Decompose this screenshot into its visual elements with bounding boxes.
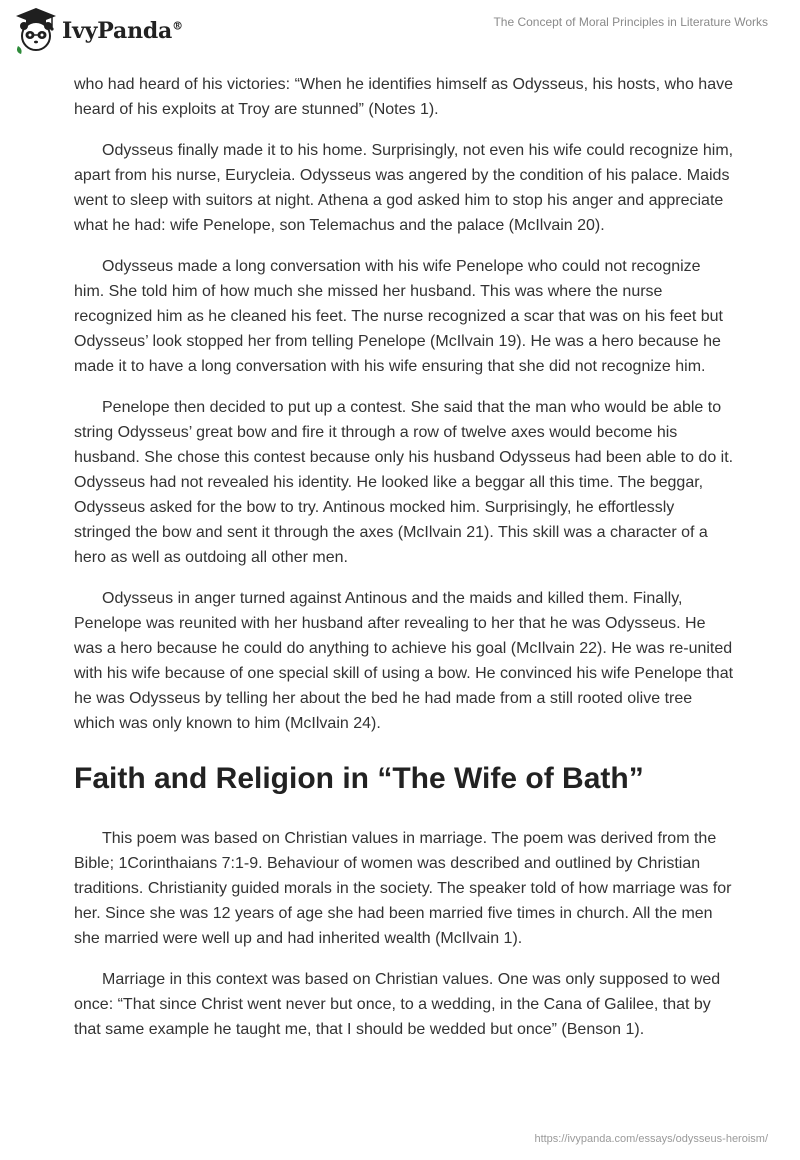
paragraph: Marriage in this context was based on Christian values. One was only supposed to wed once: “That since Christ went never but once, to a wedding, in the Cana of Galilee, that by that same example he taught me, that I should be wedded but once” (Benson 1). (74, 971, 721, 1038)
logo-wordmark: IvyPanda® (62, 18, 183, 44)
paragraph: Odysseus finally made it to his home. Surprisingly, not even his wife could recognize him, apart from his nurse, Eurycleia. Odysseus was angered by the condition of his palace. Maids went to sleep with suitors at night. Athena a god asked him to stop his anger and appreciate what he had: wife Penelope, son Telemachus and the palace (McIlvain 20). (74, 142, 734, 234)
page-header (0, 0, 800, 68)
panda-mascot-icon (14, 6, 58, 56)
registered-mark: ® (172, 19, 183, 33)
source-url[interactable]: https://ivypanda.com/essays/odysseus-heroism/ (534, 1133, 768, 1145)
paragraph: Penelope then decided to put up a contest. She said that the man who would be able to string Odysseus’ great bow and fire it through a row of twelve axes would become his husband. She chose this contest because only his husband Odysseus had been able to do it. Odysseus had not revealed his identity. He looked like a beggar all this time. The beggar, Odysseus asked for the bow to try. Antinous mocked him. Surprisingly, he effortlessly stringed the bow and sent it through the axes (McIlvain 21). This skill was a character of a hero as well as outdoing all other men. (74, 399, 734, 566)
paragraph: This poem was based on Christian values in marriage. The poem was derived from the Bible; 1Corinthaians 7:1-9. Behaviour of women was described and outlined by Christian traditions. Christianity guided morals in the society. The speaker told of how marriage was for her. Since she was 12 years of age she had been married five times in church. All the men she married were well up and had inherited wealth (McIlvain 1). (74, 830, 732, 947)
section-heading: Faith and Religion in “The Wife of Bath” (74, 762, 644, 795)
paragraph-continued: who had heard of his victories: “When he identifies himself as Odysseus, his hosts, who have heard of his exploits at Troy are stunned” (Notes 1). (74, 76, 733, 118)
paragraph: Odysseus in anger turned against Antinous and the maids and killed them. Finally, Penelope was reunited with her husband after revealing to her that he was Odysseus. He was a hero because he could do anything to achieve his goal (McIlvain 22). He was re-united with his wife because of one special skill of using a bow. He convinced his wife Penelope that he was Odysseus by telling her about the bed he had made from a still rooted olive tree which was only known to him (McIlvain 24). (74, 590, 734, 732)
document-title: The Concept of Moral Principles in Literature Works (493, 15, 768, 29)
article-body (74, 72, 734, 1058)
paragraph: Odysseus made a long conversation with his wife Penelope who could not recognize him. She told him of how much she missed her husband. This was where the nurse recognized him as he cleaned his feet. The nurse recognized a scar that was on his feet but Odysseus’ look stopped her from telling Penelope (McIlvain 19). He was a hero because he made it to have a long conversation with his wife ensuring that she did not recognize him. (74, 258, 723, 375)
ivypanda-logo[interactable] (14, 6, 183, 56)
